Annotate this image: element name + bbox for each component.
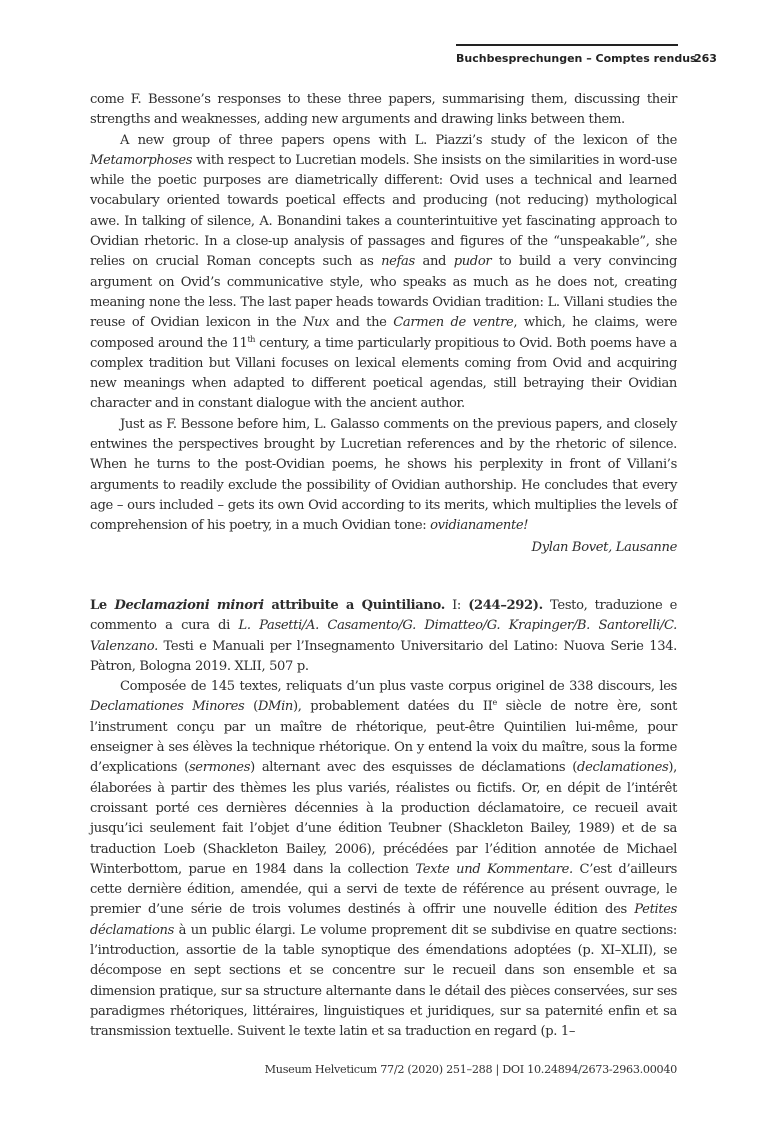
section-title: Buchbesprechungen – Comptes rendus: [456, 52, 697, 65]
header-rule: [456, 44, 678, 46]
title-nux: Nux: [303, 315, 330, 331]
title-metamorphoses: Metamorphoses: [90, 152, 193, 168]
running-header: [456, 44, 717, 68]
journal-citation-footer: Museum Helveticum 77/2 (2020) 251–288 | DOI 10.24894/2673-2963.00040: [264, 1063, 677, 1076]
review-declamazioni: [90, 596, 677, 1043]
bibliographic-heading: Le Declamazioni minori attribuite a Quintiliano. I: (244–292). Testo, traduzione e commento a cura di L. Pasetti/A. Casamento/G. Dimatteo/G. Krapinger/B. Santorelli/C. Valenzano. Testi e Manuali per l’Insegnamento Universitario del Latino: Nuova Serie 134. Pàtron, Bologna 2019. XLII, 507 p.: [90, 598, 678, 674]
paragraph-1: come F. Bessone’s responses to these three papers, summarising them, discussing their strengths and weaknesses, adding new arguments and drawing links between them.: [90, 92, 677, 128]
title-carmen-de-ventre: Carmen de ventre: [393, 315, 514, 331]
paragraph-3: Just as F. Bessone before him, L. Galasso comments on the previous papers, and closely entwines the perspectives brought by Lucretian references and by the rhetoric of silence. When he turns to the post-Ovidian poems, he shows his perplexity in front of Villani’s arguments to readily exclude the possibility of Ovidian authorship. He concludes that every age – ours included – gets its own Ovid according to its merits, which multiplies the levels of comprehension of his poetry, in a much Ovidian tone: ovidianamente!: [90, 416, 677, 534]
review-bovet: [90, 90, 677, 558]
book-title: Declamazioni minori: [114, 598, 264, 613]
page-number: 263: [694, 52, 717, 65]
review-body: Composée de 145 textes, reliquats d’un plus vaste corpus originel de 338 discours, les Declamationes Minores (DMin), probablement datées du IIe siècle de notre ère, sont l’instrument conçu par un maître de rhétorique, peut-être Quintilien lui-même, pour enseigner à ses élèves la technique rhétorique. On y entend la voix du maître, sous la forme d’explications (sermones) alternant avec des esquisses de déclamations (declamationes), élaborées à partir des thèmes les plus variés, réalistes ou fictifs. Or, en dépit de l’intérêt croissant porté ces dernières décennies à la production déclamatoire, ce recueil avait jusqu’ici seulement fait l’objet d’une édition Teubner (Shackleton Bailey, 1989) et de sa traduction Loeb (Shackleton Bailey, 2006), précédées par l’édition annotée de Michael Winterbottom, parue en 1984 dans la collection Texte und Kommentare. C’est d’ailleurs cette dernière édition, amendée, qui a servi de texte de référence au présent ouvrage, le premier d’une série de trois volumes destinés à offrir une nouvelle édition des Petites déclamations à un public élargi. Le volume proprement dit se subdivise en quatre sections: l’introduction, assortie de la table synoptique des émendations adoptées (p. XI–XLII), se décompose en sept sections et se concentre sur le recueil dans son ensemble et sa dimension pratique, sur sa structure alternante dans le détail des pièces conservées, sur ses paradigmes rhétoriques, littéraires, linguistiques et juridiques, sur sa paternité enfin et sa transmission textuelle. Suivent le texte latin et sa traduction en regard (p. 1–: [90, 679, 678, 1040]
editors: L. Pasetti/A. Casamento/G. Dimatteo/G. Krapinger/B. Santorelli/C. Valenzano.: [90, 618, 677, 654]
superscript-e: e: [492, 698, 497, 708]
term-nefas: nefas: [381, 254, 415, 270]
term-ovidianamente: ovidianamente!: [430, 518, 529, 534]
paragraph-2: A new group of three papers opens with L. Piazzi’s study of the lexicon of the Metamorphoses with respect to Lucretian models. She insists on the similarities in word-use while the poetic purposes are diametrically different: Ovid uses a technical and learned vocabulary oriented towards poetical effects and producing (not reducing) mythological awe. In talking of silence, A. Bonandini takes a counterintuitive yet fascinating approach to Ovidian rhetoric. In a close-up analysis of passages and figures of the “unspeakable”, she relies on crucial Roman concepts such as nefas and pudor to build a very convincing argument on Ovid’s communicative style, who speaks as much as he does not, creating meaning none the less. The last paper heads towards Ovidian tradition: L. Villani studies the reuse of Ovidian lexicon in the Nux and the Carmen de ventre, which, he claims, were composed around the 11th century, a time particularly propitious to Ovid. Both poems have a complex tradition but Villani focuses on lexical elements coming from Ovid and acquiring new meanings when adapted to different poetical agendas, still betraying their Ovidian character and in constant dialogue with the ancient author.: [90, 132, 678, 412]
term-pudor: pudor: [453, 254, 492, 270]
superscript-th: th: [247, 334, 256, 344]
reviewer-signature: Dylan Bovet, Lausanne: [531, 539, 677, 555]
